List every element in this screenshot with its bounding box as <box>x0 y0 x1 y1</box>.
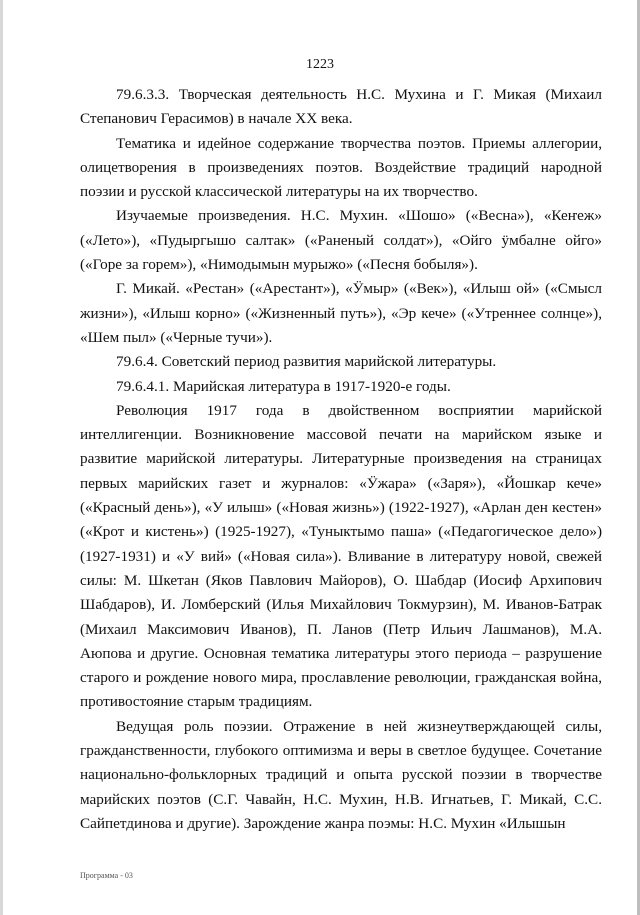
paragraph-revolution: Революция 1917 года в двойственном восприятии марийской интеллигенции. Возникновение массовой печати на марийском языке и развитие марийской литературы. Литературные произведения на страницах первых марийских газет и журналов: «Ӱжара» («Заря»), «Йошкар кече» («Красный день»), «У илыш» («Новая жизнь») (1922-1927), «Арлан ден кестен» («Крот и кистень») (1925-1927), «Туныктымо паша» («Педагогическое дело») (1927-1931) и «У вий» («Новая сила»). Вливание в литературу новой, свежей силы: М. Шкетан (Яков Павлович Майоров), О. Шабдар (Иосиф Архипович Шабдаров), И. Ломберский (Илья Михайлович Токмурзин), М. Иванов-Батрак (Михаил Максимович Иванов), П. Ланов (Петр Ильич Лашманов), М.А. Аюпова и другие. Основная тематика литературы этого периода – разрушение старого и рождение нового мира, прославление революции, гражданская война, противостояние старым традициям. <box>80 401 602 711</box>
section-heading-79-6-3-3: 79.6.3.3. Творческая деятельность Н.С. Мухина и Г. Микая (Михаил Степанович Герасимов) в начале XX века. <box>80 86 602 128</box>
section-heading-79-6-4: 79.6.4. Советский период развития марийской литературы. <box>116 353 497 371</box>
page-number: 1223 <box>306 57 334 72</box>
paragraph-themes: Тематика и идейное содержание творчества поэтов. Приемы аллегории, олицетворения в произведениях поэтов. Воздействие традиций народной поэзии и русской классической литературы на их творчество. <box>80 134 602 201</box>
body-text <box>80 83 602 836</box>
paragraph-works-mukhin: Изучаемые произведения. Н.С. Мухин. «Шошо» («Весна»), «Кеҥеж» («Лето»), «Пудыргышо салтак» («Раненый солдат»), «Ойго ӱмбалне ойго» («Горе за горем»), «Нимодымын мурыжо» («Песня бобыля»). <box>80 207 602 274</box>
scan-edge-left <box>0 0 3 915</box>
paragraph-poetry: Ведущая роль поэзии. Отражение в ней жизнеутверждающей силы, гражданственности, глубокого оптимизма и веры в светлое будущее. Сочетание национально-фольклорных традиций и опыта русской поэзии в творчестве марийских поэтов (С.Г. Чавайн, Н.С. Мухин, Н.В. Игнатьев, Г. Микай, С.С. Сайпетдинова и другие). Зарождение жанра поэмы: Н.С. Мухин «Илышын <box>80 717 602 832</box>
paragraph-works-mikay: Г. Микай. «Рестан» («Арестант»), «Ӱмыр» («Век»), «Илыш ой» («Смысл жизни»), «Илыш корно» («Жизненный путь»), «Эр кече» («Утреннее солнце»), «Шем пыл» («Черные тучи»). <box>80 280 602 346</box>
section-heading-79-6-4-1: 79.6.4.1. Марийская литература в 1917-1920-е годы. <box>116 377 451 395</box>
footer-note: Программа - 03 <box>80 871 133 880</box>
